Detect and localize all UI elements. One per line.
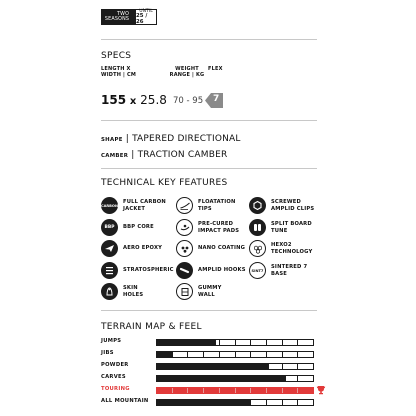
terrain-bar-segment [204, 340, 220, 345]
terrain-bar [156, 351, 314, 358]
terrain-bar-segment [251, 352, 267, 357]
feature-full-carbon [101, 197, 171, 214]
terrain-bar-segment [173, 400, 189, 405]
terrain-bar-segment [267, 376, 283, 381]
terrain-bar-segment [267, 400, 283, 405]
terrain-bar-segment [173, 376, 189, 381]
length-label-line2: WIDTH | CM [101, 72, 137, 79]
terrain-bar-segment [157, 400, 173, 405]
feature-text: NANO COATING [198, 245, 246, 252]
terrain-bar-segment [267, 340, 283, 345]
feature-text: JACKET [123, 205, 146, 212]
impact-pads-icon [176, 219, 193, 236]
feature-text: HOLES [123, 291, 144, 298]
feature-text: BBP CORE [123, 224, 154, 231]
badge-until [135, 9, 157, 25]
terrain-bar-segment [298, 352, 313, 357]
weight-range-value: 70 - 95 [173, 96, 204, 106]
terrain-bar-segment [251, 388, 267, 393]
feature-aero-epoxy [101, 240, 171, 257]
feature-split-board [249, 219, 319, 236]
terrain-bar-segment [173, 364, 189, 369]
terrain-label: JIBS [101, 350, 114, 356]
width-value: 25.8 [140, 93, 167, 107]
board-tip-glyph [179, 200, 191, 212]
badge-right-line2: 25 / 26 [136, 13, 148, 25]
split-board-icon [249, 219, 266, 236]
screw-glyph [252, 200, 263, 211]
terrain-bar-segment [173, 388, 189, 393]
divider [101, 310, 317, 311]
feature-text: AMPLID CLIPS [271, 205, 315, 212]
weight-label-line2: RANGE | KG [169, 72, 205, 79]
feature-text: GUMMY [198, 285, 222, 292]
shape-line [101, 134, 241, 144]
terrain-bar-segment [173, 352, 189, 357]
terrain-bar-segment [236, 340, 252, 345]
screwed-clips-icon [249, 197, 266, 214]
sint-glyph: SINT7 [251, 268, 264, 273]
feature-text: STRATOSPHERIC [123, 267, 174, 274]
feature-text: TECHNOLOGY [271, 248, 313, 255]
plane-glyph [104, 243, 115, 254]
terrain-bar-segment [236, 376, 252, 381]
layers-glyph [104, 265, 115, 276]
divider [101, 39, 317, 40]
terrain-bar-segment [283, 400, 299, 405]
gummy-wall-icon [176, 283, 193, 300]
badge-left-line2: SEASONS [104, 17, 130, 22]
feature-text: TUNE [271, 227, 288, 234]
terrain-bar-segment [157, 340, 173, 345]
skin-glyph [104, 286, 115, 297]
trophy-icon [316, 385, 326, 395]
stratospheric-icon [101, 262, 118, 279]
skin-holes-icon [101, 283, 118, 300]
split-glyph [252, 222, 263, 233]
flex-indicator [205, 93, 223, 108]
terrain-bar [156, 387, 314, 394]
terrain-bar-segment [220, 376, 236, 381]
terrain-bar-segment [267, 352, 283, 357]
camber-key: CAMBER [101, 153, 129, 159]
badge-right-line1: UNTIL [139, 9, 153, 15]
terrain-bar-segment [220, 400, 236, 405]
pad-glyph [179, 222, 191, 234]
bbp-glyph: BBP [104, 225, 115, 230]
length-width-value [101, 93, 167, 107]
terrain-bar [156, 339, 314, 346]
feature-gummy-wall [176, 283, 246, 300]
terrain-bar-segment [220, 364, 236, 369]
carbon-icon [101, 197, 118, 214]
terrain-bar-segment [251, 340, 267, 345]
terrain-bar-segment [283, 364, 299, 369]
terrain-bar-segment [251, 400, 267, 405]
length-value: 155 [101, 93, 127, 107]
length-label-line1: LENGTH X [101, 66, 131, 72]
terrain-bar-segment [236, 364, 252, 369]
camber-separator: | [131, 150, 135, 160]
feature-text: FULL CARBON [123, 199, 166, 206]
feature-floatation-tips [176, 197, 246, 214]
terrain-bar [156, 399, 314, 406]
feature-text: AERO EPOXY [123, 245, 163, 252]
terrain-label: ALL MOUNTAIN [101, 398, 149, 404]
terrain-bar-segment [220, 388, 236, 393]
terrain-bar-segment [251, 376, 267, 381]
feature-text: IMPACT PADS [198, 227, 240, 234]
aero-epoxy-icon [101, 240, 118, 257]
terrain-bar-segment [173, 340, 189, 345]
amplid-hooks-icon [176, 262, 193, 279]
feature-amplid-hooks [176, 262, 246, 279]
nano-glyph [179, 243, 191, 255]
carbon-glyph: CARBON [101, 203, 118, 208]
terrain-bar-segment [298, 340, 313, 345]
terrain-bar-segment [283, 352, 299, 357]
feature-text: AMPLID HOOKS [198, 267, 246, 274]
terrain-bar-segment [157, 364, 173, 369]
terrain-bar-segment [220, 352, 236, 357]
terrain-bar-segment [283, 388, 299, 393]
terrain-bar-segment [236, 388, 252, 393]
shape-value: TAPERED DIRECTIONAL [132, 134, 241, 144]
terrain-label: POWDER [101, 362, 129, 368]
feature-text: SPLIT BOARD [271, 221, 312, 228]
feature-hexo2 [249, 240, 319, 257]
terrain-bar-segment [188, 340, 204, 345]
terrain-bar-segment [251, 364, 267, 369]
terrain-bar-segment [157, 352, 173, 357]
times-sign: x [129, 96, 137, 107]
feature-bbp-core [101, 219, 171, 236]
terrain-bar-segment [298, 400, 313, 405]
terrain-bar-segment [188, 364, 204, 369]
badge-left-line1: TWO [117, 11, 130, 17]
feature-stratospheric [101, 262, 174, 279]
feature-text: SCREWED [271, 199, 302, 206]
features-title: TECHNICAL KEY FEATURES [101, 178, 228, 188]
wall-glyph [179, 286, 191, 298]
camber-value: TRACTION CAMBER [137, 150, 228, 160]
terrain-bar-segment [267, 388, 283, 393]
terrain-bar-segment [298, 388, 313, 393]
floatation-tips-icon [176, 197, 193, 214]
divider [101, 168, 317, 169]
hex-glyph [252, 243, 264, 255]
terrain-bar-segment [204, 352, 220, 357]
terrain-bar-segment [204, 400, 220, 405]
terrain-bar-segment [188, 376, 204, 381]
shape-separator: | [125, 134, 129, 144]
terrain-bar-segment [220, 340, 236, 345]
feature-text: HEXO2 [271, 242, 292, 249]
terrain-label: CARVES [101, 374, 126, 380]
feature-impact-pads [176, 219, 246, 236]
feature-screwed-clips [249, 197, 319, 214]
feature-text: WALL [198, 291, 215, 298]
flex-label: FLEX [208, 66, 223, 72]
terrain-bar-segment [267, 364, 283, 369]
flex-value: 7 [213, 94, 220, 104]
shape-key: SHAPE [101, 137, 123, 143]
terrain-label: JUMPS [101, 338, 122, 344]
feature-nano-coating [176, 240, 246, 257]
terrain-bar-segment [157, 388, 173, 393]
terrain-bar-segment [204, 376, 220, 381]
terrain-bar-segment [204, 364, 220, 369]
hook-glyph [179, 265, 190, 276]
terrain-bar-segment [157, 376, 173, 381]
feature-text: TIPS [198, 205, 212, 212]
feature-text: SINTERED 7 [271, 264, 308, 271]
hexo2-icon [249, 240, 266, 257]
terrain-bar-segment [236, 352, 252, 357]
terrain-bar-segment [188, 352, 204, 357]
terrain-bar-segment [188, 400, 204, 405]
terrain-bar-segment [283, 376, 299, 381]
terrain-bar-segment [236, 400, 252, 405]
terrain-title: TERRAIN MAP & FEEL [101, 322, 202, 332]
feature-text: BASE [271, 270, 288, 277]
terrain-bar-segment [283, 340, 299, 345]
terrain-bar-segment [204, 388, 220, 393]
weight-range-label [169, 66, 205, 79]
terrain-bar-segment [298, 364, 313, 369]
feature-skin-holes [101, 283, 171, 300]
nano-coating-icon [176, 240, 193, 257]
camber-line [101, 150, 227, 160]
feature-text: PRE-CURED [198, 221, 234, 228]
feature-sintered-base [249, 262, 319, 279]
sintered-base-icon [249, 262, 266, 279]
terrain-bar-segment [298, 376, 313, 381]
weight-label-line1: WEIGHT [175, 66, 199, 72]
terrain-label: TOURING [101, 386, 130, 392]
bbp-core-icon [101, 219, 118, 236]
terrain-bar-segment [188, 388, 204, 393]
terrain-bar [156, 375, 314, 382]
length-width-label [101, 66, 136, 79]
feature-text: SKIN [123, 285, 138, 292]
divider [101, 120, 317, 121]
feature-text: FLOATATION [198, 199, 236, 206]
terrain-bar [156, 363, 314, 370]
specs-title: SPECS [101, 51, 132, 61]
badge-seasons [101, 9, 135, 25]
seasons-badge [101, 9, 157, 25]
